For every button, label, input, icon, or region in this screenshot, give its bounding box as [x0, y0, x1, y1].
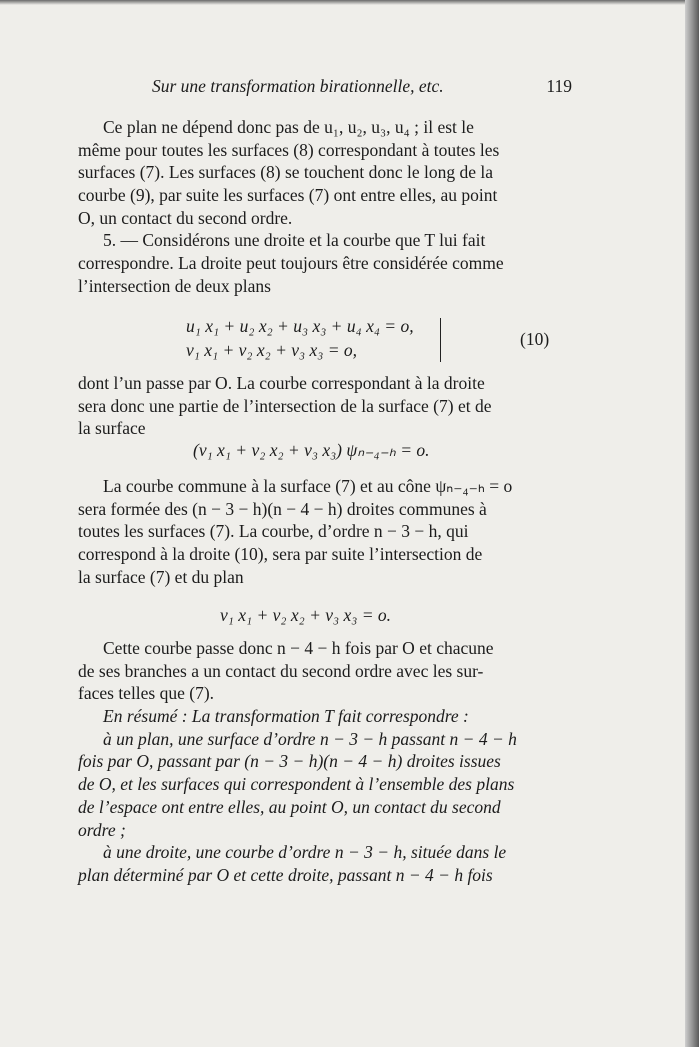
text-line: l’intersection de deux plans	[78, 275, 271, 296]
text-line: à une droite, une courbe d’ordre n − 3 − h, située dans le	[103, 842, 507, 863]
text-line: dont l’un passe par O. La courbe correspondant à la droite	[78, 373, 485, 393]
equation-surface: (v₁ x₁ + v₂ x₂ + v₃ x₃) ψₙ₋₄₋ₕ = o.	[193, 440, 430, 460]
paragraph-block-3	[78, 475, 550, 588]
page-top-edge	[0, 0, 699, 5]
page-right-edge	[685, 0, 699, 1047]
text-line: correspond à la droite (10), sera par suite l’intersection de	[78, 544, 483, 565]
text-line: Ce plan ne dépend donc pas de u₁, u₂, u₃, u₄ ; il est le	[103, 117, 474, 137]
text-line: à un plan, une surface d’ordre n − 3 − h passant n − 4 − h	[103, 728, 517, 749]
text-line: la surface	[78, 418, 146, 439]
text-line: de ses branches a un contact du second ordre avec les sur-	[78, 660, 484, 681]
text-line: courbe (9), par suite les surfaces (7) ont entre elles, au point	[78, 185, 498, 206]
text-line: fois par O, passant par (n − 3 − h)(n − 4 − h) droites issues	[78, 751, 501, 772]
summary-heading: En résumé : La transformation T fait correspondre :	[103, 706, 469, 727]
text-line: surfaces (7). Les surfaces (8) se touchent donc le long de la	[78, 162, 493, 183]
text-line: plan déterminé par O et cette droite, passant n − 4 − h fois	[78, 864, 493, 885]
text-line: faces telles que (7).	[78, 683, 215, 704]
page-number: 119	[546, 76, 572, 96]
text-line: La courbe commune à la surface (7) et au cône ψₙ₋₄₋ₕ = o	[103, 476, 513, 496]
text-line: correspondre. La droite peut toujours être considérée comme	[78, 253, 504, 274]
paragraph-block-2	[78, 372, 550, 440]
text-line: de l’espace ont entre elles, au point O, un contact du second	[78, 796, 501, 817]
text-line: la surface (7) et du plan	[78, 566, 244, 587]
text-line: sera donc une partie de l’intersection de la surface (7) et de	[78, 395, 492, 416]
text-line: de O, et les surfaces qui correspondent à l’ensemble des plans	[78, 774, 515, 795]
equation-brace	[440, 318, 444, 362]
text-line: toutes les surfaces (7). La courbe, d’ordre n − 3 − h, qui	[78, 521, 469, 542]
equation-number: (10)	[520, 329, 550, 349]
text-line: même pour toutes les surfaces (8) correspondant à toutes les	[78, 139, 500, 160]
text-line: sera formée des (n − 3 − h)(n − 4 − h) droites communes à	[78, 498, 487, 519]
equation-plane: v₁ x₁ + v₂ x₂ + v₃ x₃ = o.	[220, 605, 392, 625]
equation-10-line-1: u₁ x₁ + u₂ x₂ + u₃ x₃ + u₄ x₄ = o,	[186, 316, 414, 336]
paragraph-block-1	[78, 116, 550, 298]
text-line: O, un contact du second ordre.	[78, 207, 293, 228]
running-title: Sur une transformation birationnelle, etc.	[152, 76, 444, 96]
equation-10-line-2: v₁ x₁ + v₂ x₂ + v₃ x₃ = o,	[186, 340, 358, 360]
text-line: ordre ;	[78, 819, 126, 840]
text-line: Cette courbe passe donc n − 4 − h fois par O et chacune	[103, 638, 494, 658]
paragraph-block-4	[78, 637, 550, 887]
text-line: 5. — Considérons une droite et la courbe que T lui fait	[103, 230, 486, 251]
running-header	[152, 76, 572, 100]
